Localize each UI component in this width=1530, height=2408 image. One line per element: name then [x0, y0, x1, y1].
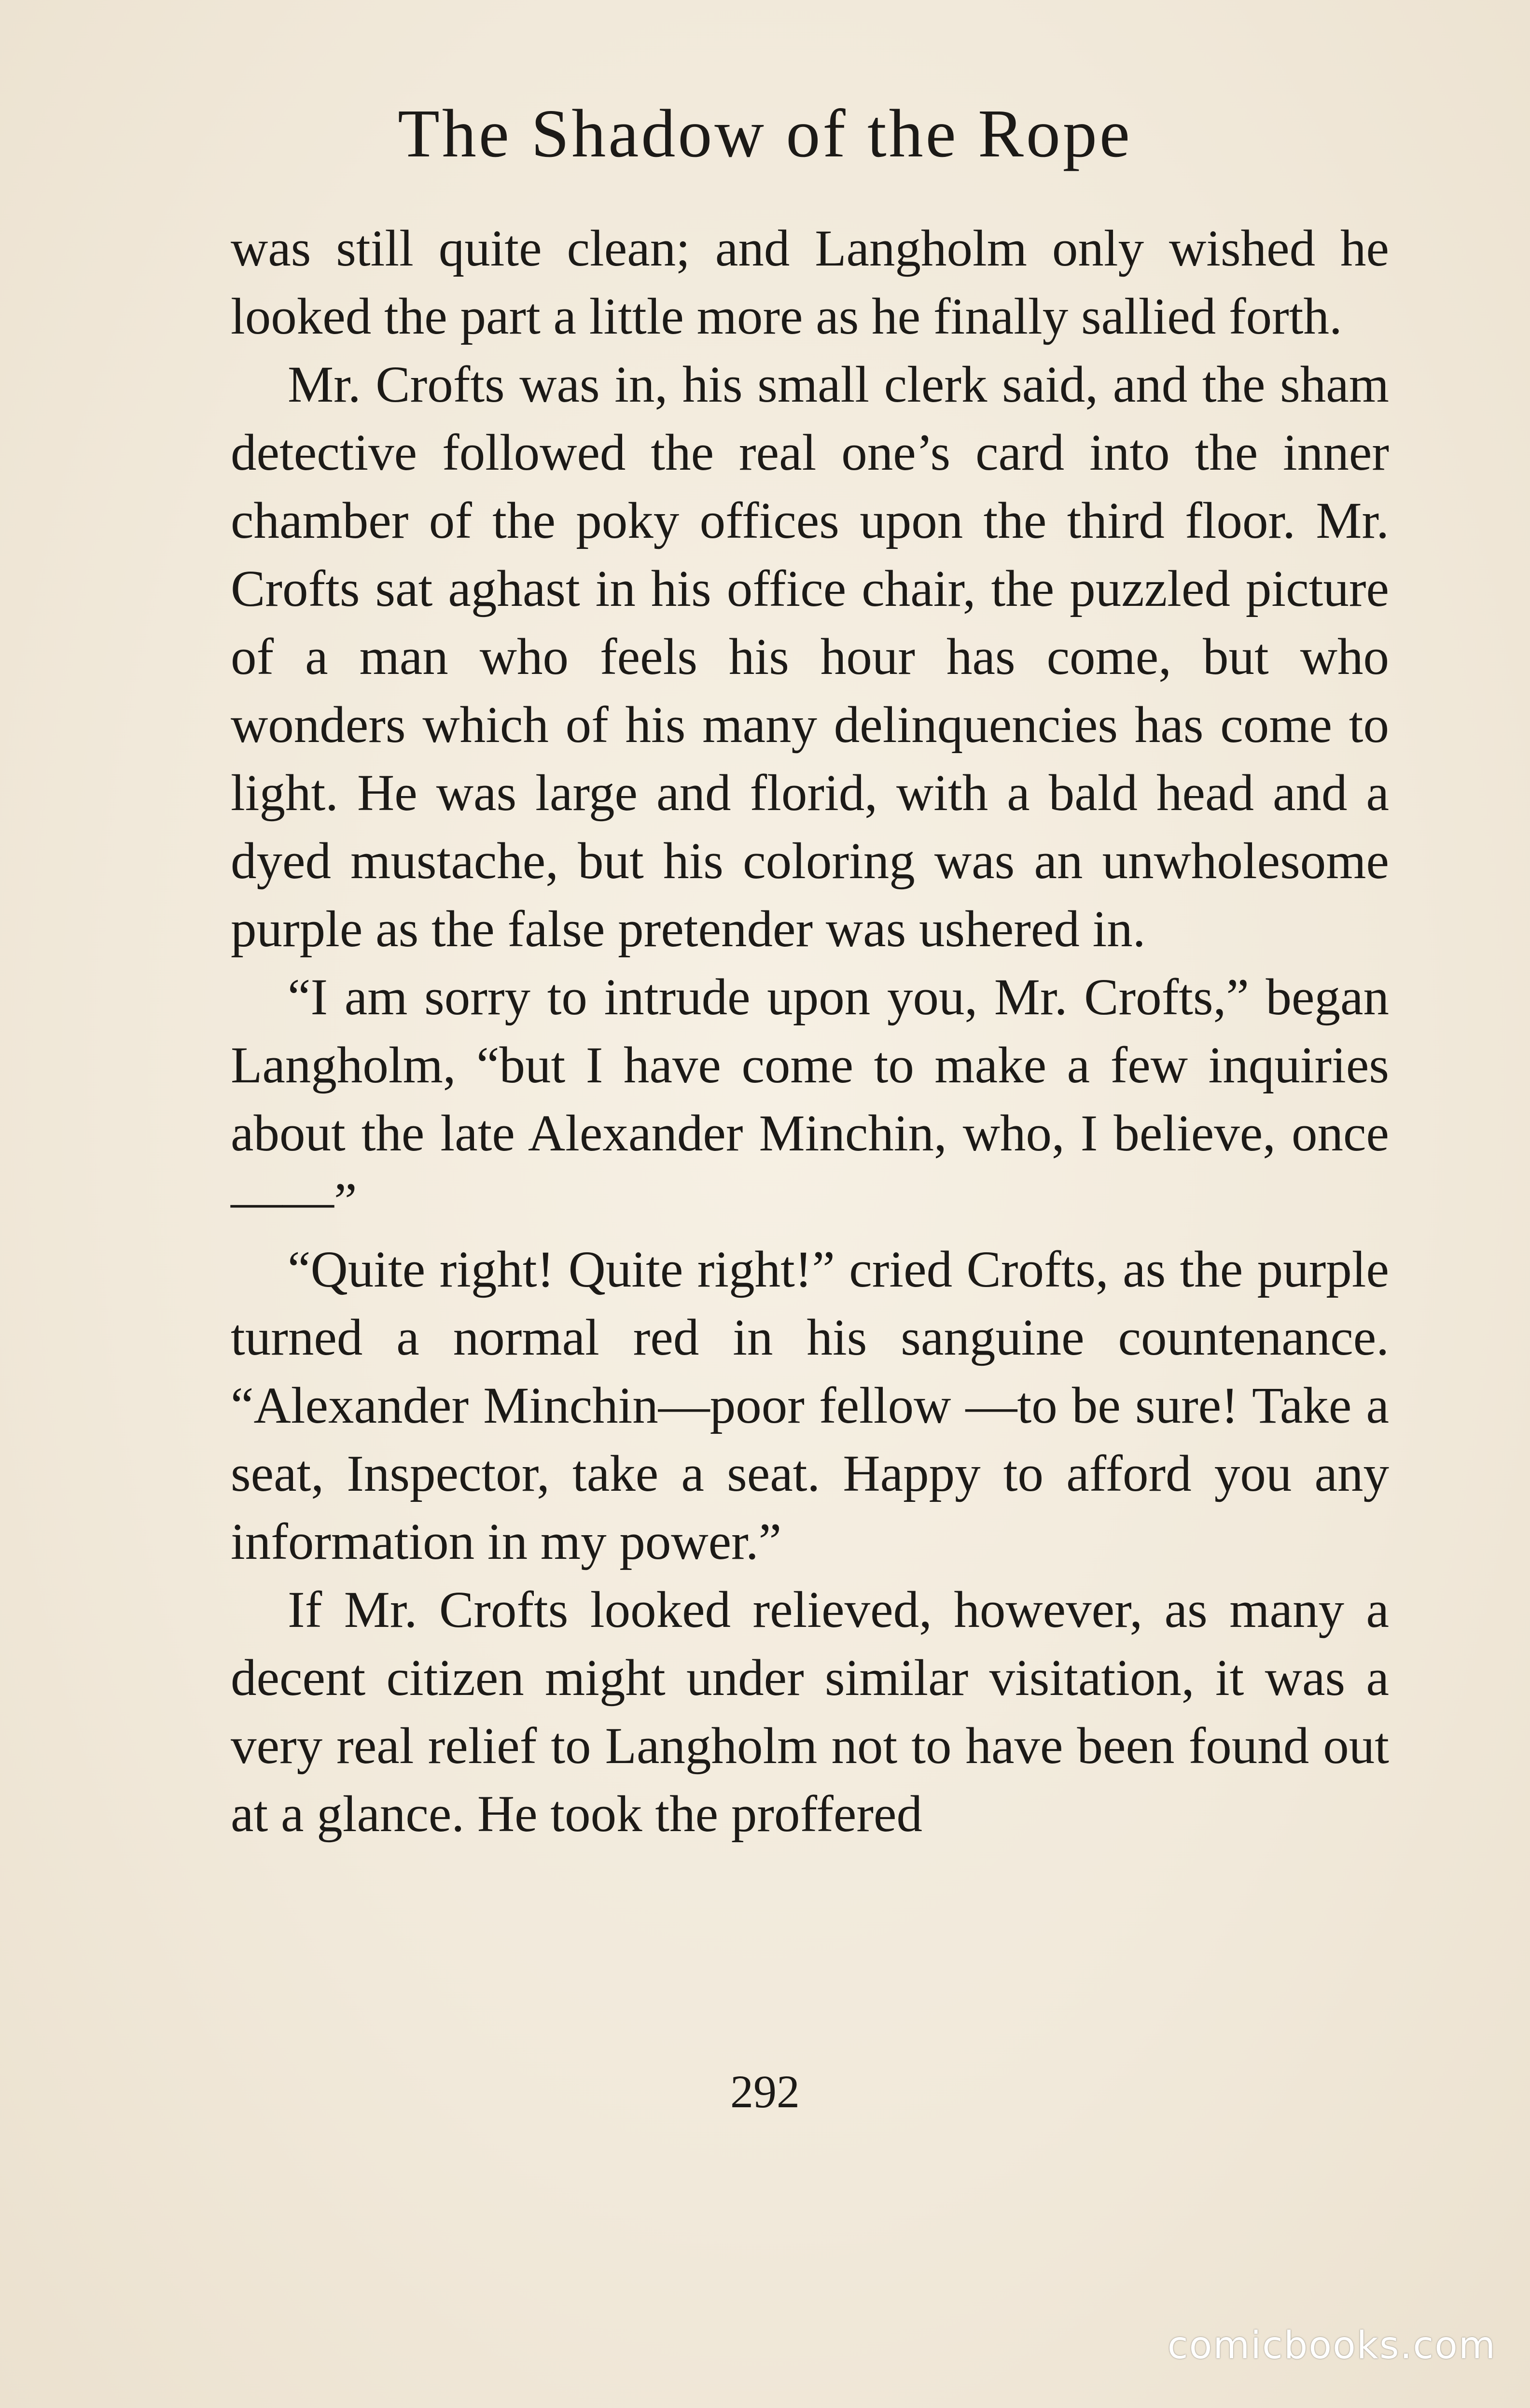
paragraph-3: “I am sorry to intrude upon you, Mr. Crofts,” began Langholm, “but I have come to make a few inquiries about the late Alexander Minchin, who, I believe, once——”	[231, 969, 1389, 1230]
running-head: The Shadow of the Rope	[398, 95, 1132, 171]
watermark: comicbooks.com	[1167, 2324, 1496, 2367]
paragraph-1: was still quite clean; and Langholm only wished he looked the part a little more as he finally sallied forth.	[231, 220, 1389, 345]
page-number: 292	[730, 2066, 800, 2117]
paragraph-5: If Mr. Crofts looked relieved, however, as many a decent citizen might under similar visitation, it was a very real relief to Langholm not to have been found out at a glance. He took the proffered	[231, 1582, 1389, 1843]
paragraph-4: “Quite right! Quite right!” cried Crofts, as the purple turned a normal red in his sanguine countenance. “Alexander Minchin—poor fellow —to be sure! Take a seat, Inspector, take a seat. Happy to afford you any information in my power.”	[231, 1241, 1389, 1570]
body-text	[231, 215, 1389, 1848]
paragraph-2: Mr. Crofts was in, his small clerk said, and the sham detective followed the real one’s card into the inner chamber of the poky offices upon the third floor. Mr. Crofts sat aghast in his office chair, the puzzled picture of a man who feels his hour has come, but who wonders which of his many delinquencies has come to light. He was large and florid, with a bald head and a dyed mustache, but his coloring was an unwholesome purple as the false pretender was ushered in.	[231, 356, 1389, 958]
